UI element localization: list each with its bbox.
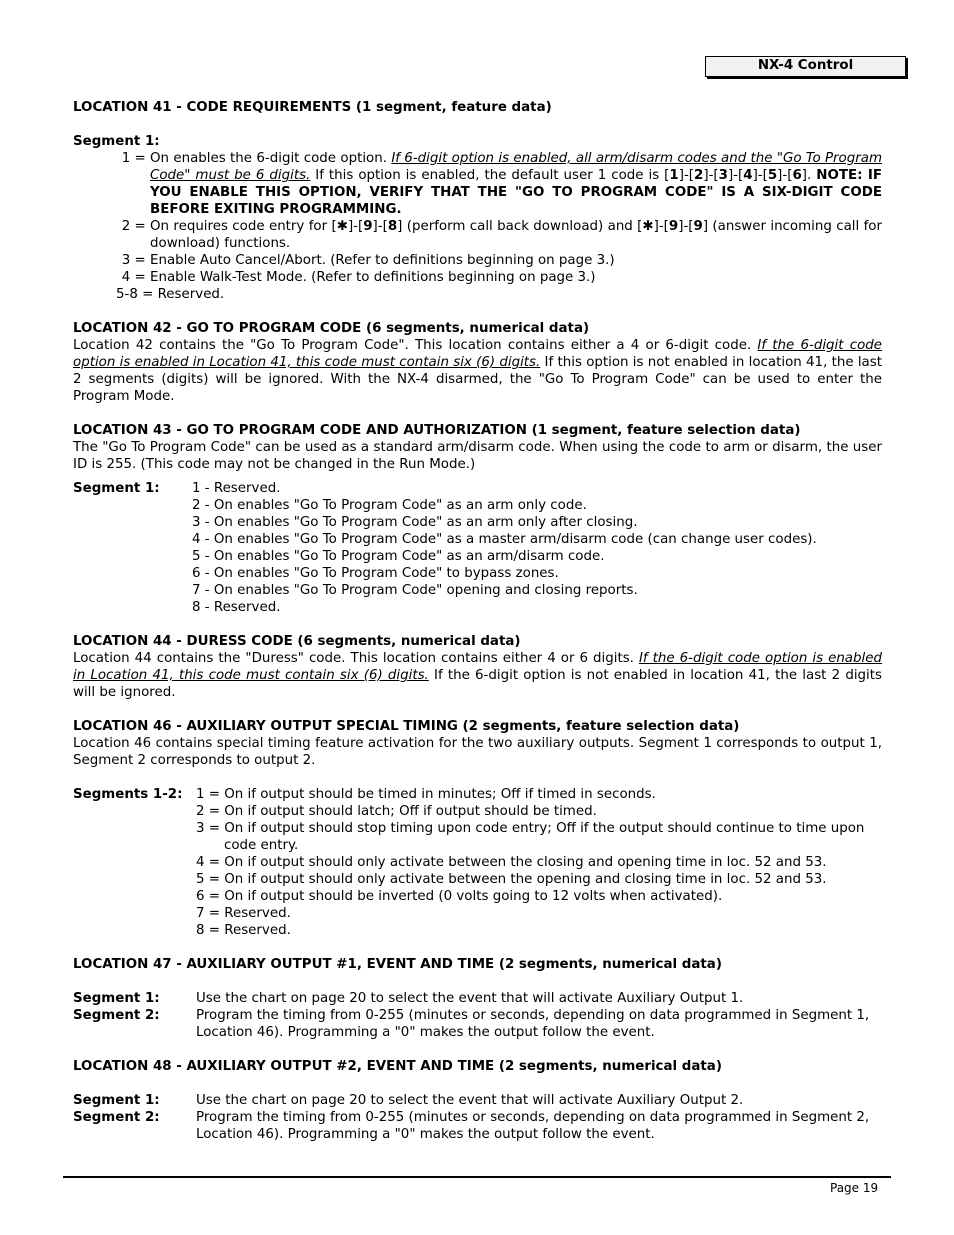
- loc48-segment-1: [73, 1092, 882, 1109]
- header-title: NX-4 Control: [757, 58, 854, 73]
- loc48-heading: LOCATION 48 - AUXILIARY OUTPUT #2, EVENT AND TIME (2 segments, numerical data): [73, 1059, 722, 1074]
- sep: ]-[: [678, 168, 695, 183]
- loc43-segment: [73, 480, 882, 616]
- loc41-item-1: [73, 150, 882, 218]
- sep: ]-[: [653, 219, 669, 234]
- page-number: Page 19: [830, 1181, 879, 1195]
- digit-2: 2: [694, 168, 704, 183]
- loc41-item-1-num: 1 =: [121, 151, 150, 166]
- loc48-segment-2-text: Program the timing from 0-255 (minutes or seconds, depending on data programmed in Segment 2, Location 46). Programming a "0" makes the output follow the event.: [196, 1110, 870, 1142]
- header-title-box: [705, 56, 906, 77]
- digit-3: 3: [718, 168, 728, 183]
- loc43-paragraph: The "Go To Program Code" can be used as a standard arm/disarm code. When using the code to arm or disarm, the user ID is 255. (This code may not be changed in the Run Mode.): [73, 440, 882, 472]
- emphasis: If the 6-digit code option is enabled in Location 41, this code must contain six (6) digits.: [73, 338, 883, 370]
- loc41-item-2-num: 2 =: [121, 219, 150, 234]
- loc46-segment: [73, 786, 882, 939]
- loc46-heading: LOCATION 46 - AUXILIARY OUTPUT SPECIAL TIMING (2 segments, feature selection data): [73, 719, 740, 734]
- loc41-item-5-8: 5-8 = Reserved.: [116, 287, 225, 302]
- loc44-heading: LOCATION 44 - DURESS CODE (6 segments, numerical data): [73, 634, 521, 649]
- loc41-item-3-num: 3 =: [121, 253, 150, 268]
- loc47-segment-2-label: Segment 2:: [73, 1008, 160, 1023]
- sep: ]-[: [678, 219, 694, 234]
- loc41-heading: LOCATION 41 - CODE REQUIREMENTS (1 segment, feature data): [73, 100, 552, 115]
- loc43-segment-item: 3 - On enables "Go To Program Code" as an arm only after closing.: [192, 515, 638, 530]
- sep: ]-[: [777, 168, 793, 183]
- loc41-item-4-text: Enable Walk-Test Mode. (Refer to definitions beginning on page 3.): [150, 270, 596, 285]
- sep: ]-[: [703, 168, 719, 183]
- digit-6: 6: [792, 168, 802, 183]
- loc48-segment-1-label: Segment 1:: [73, 1093, 160, 1108]
- footer-divider: [63, 1176, 891, 1178]
- loc43-items: [192, 480, 882, 616]
- text: ] (perform call back download) and [: [397, 219, 643, 234]
- digit-9: 9: [693, 219, 703, 234]
- loc47-segment-2-text: Program the timing from 0-255 (minutes or seconds, depending on data programmed in Segment 1, Location 46). Programming a "0" makes the output follow the event.: [196, 1008, 870, 1040]
- loc47-segment-1-label: Segment 1:: [73, 991, 160, 1006]
- digit-9: 9: [363, 219, 373, 234]
- loc46-segment-item: 2 = On if output should latch; Off if output should be timed.: [196, 804, 597, 819]
- loc46-segment-item: 1 = On if output should be timed in minutes; Off if timed in seconds.: [196, 787, 656, 802]
- loc46-paragraph: Location 46 contains special timing feature activation for the two auxiliary outputs. Segment 1 corresponds to output 1, Segment 2 corresponds to output 2.: [73, 736, 882, 768]
- loc48-segment-2-label: Segment 2:: [73, 1110, 160, 1125]
- loc46-segment-item: 7 = Reserved.: [196, 906, 291, 921]
- sep: ]-[: [347, 219, 364, 234]
- loc46-segment-item: 8 = Reserved.: [196, 923, 291, 938]
- loc41-item-1-text-b: If this option is enabled, the default user 1 code is [: [310, 168, 670, 183]
- loc43-segment-item: 1 - Reserved.: [192, 481, 281, 496]
- loc46-segment-item: 4 = On if output should only activate between the closing and opening time in loc. 52 and 53.: [196, 855, 827, 870]
- sep: ]-[: [752, 168, 768, 183]
- loc46-segment-item: 5 = On if output should only activate between the opening and closing time in loc. 52 and 53.: [196, 872, 827, 887]
- digit-4: 4: [743, 168, 753, 183]
- sep: ]-[: [727, 168, 744, 183]
- loc42-heading: LOCATION 42 - GO TO PROGRAM CODE (6 segments, numerical data): [73, 321, 590, 336]
- text: On requires code entry for [: [150, 219, 337, 234]
- loc41-item-4-num: 4 =: [121, 270, 150, 285]
- loc41-note: NOTE: IF YOU ENABLE THIS OPTION, VERIFY THAT THE "GO TO PROGRAM CODE" IS A SIX-DIGIT CODE BEFORE EXITING PROGRAMMING.: [150, 168, 882, 217]
- loc46-items: [196, 786, 882, 939]
- loc41-item-2: [73, 218, 882, 252]
- star-key-icon: ✱: [642, 219, 654, 234]
- loc48-segment-1-text: Use the chart on page 20 to select the event that will activate Auxiliary Output 2.: [196, 1093, 744, 1108]
- loc41-item-3-text: Enable Auto Cancel/Abort. (Refer to definitions beginning on page 3.): [150, 253, 615, 268]
- loc43-segment-item: 5 - On enables "Go To Program Code" as an arm/disarm code.: [192, 549, 605, 564]
- loc43-segment-item: 4 - On enables "Go To Program Code" as a master arm/disarm code (can change user codes).: [192, 532, 817, 547]
- loc46-segment-label: Segments 1-2:: [73, 787, 183, 802]
- loc43-segment-item: 2 - On enables "Go To Program Code" as an arm only code.: [192, 498, 587, 513]
- loc42-paragraph: [73, 337, 882, 405]
- loc41-item-4: [73, 269, 882, 286]
- digit-1: 1: [669, 168, 679, 183]
- loc41-item-1-text: On enables the 6-digit code option.: [150, 151, 392, 166]
- loc46-segment-item: 6 = On if output should be inverted (0 volts going to 12 volts when activated).: [196, 889, 723, 904]
- loc43-segment-label: Segment 1:: [73, 481, 160, 496]
- text: Location 42 contains the "Go To Program Code". This location contains either a 4 or 6-digit code.: [73, 338, 758, 353]
- text: If the 6-digit option is not enabled in location 41, the last 2 digits will be ignored.: [73, 668, 882, 700]
- loc47-segment-1-text: Use the chart on page 20 to select the event that will activate Auxiliary Output 1.: [196, 991, 744, 1006]
- text: ] (answer incoming call for download) functions.: [150, 219, 882, 251]
- loc48-segment-2: [73, 1109, 882, 1143]
- text: Location 44 contains the "Duress" code. This location contains either 4 or 6 digits.: [73, 651, 639, 666]
- star-key-icon: ✱: [336, 219, 348, 234]
- loc47-heading: LOCATION 47 - AUXILIARY OUTPUT #1, EVENT AND TIME (2 segments, numerical data): [73, 957, 722, 972]
- loc43-segment-item: 7 - On enables "Go To Program Code" opening and closing reports.: [192, 583, 638, 598]
- loc41-item-1-emphasis: If 6-digit option is enabled, all arm/disarm codes and the "Go To Program Code" must be 6 digits.: [150, 151, 882, 183]
- page-content: [73, 99, 882, 1143]
- loc43-segment-item: 8 - Reserved.: [192, 600, 281, 615]
- sep: ].: [801, 168, 817, 183]
- sep: ]-[: [372, 219, 388, 234]
- digit-8: 8: [387, 219, 398, 234]
- text: If this option is not enabled in location 41, the last 2 segments (digits) will be ignored. With the NX-4 disarmed, the "Go To Program Code" can be used to enter the Program Mode.: [73, 355, 882, 404]
- loc41-segment-label: Segment 1:: [73, 134, 160, 149]
- loc46-segment-item: 3 = On if output should stop timing upon code entry; Off if the output should continue to time upon code entry.: [196, 821, 865, 853]
- loc47-segment-1: [73, 990, 882, 1007]
- digit-9: 9: [668, 219, 679, 234]
- loc47-segment-2: [73, 1007, 882, 1041]
- loc41-item-3: [73, 252, 882, 269]
- loc43-heading: LOCATION 43 - GO TO PROGRAM CODE AND AUTHORIZATION (1 segment, feature selection data): [73, 423, 801, 438]
- loc44-paragraph: [73, 650, 882, 701]
- digit-5: 5: [767, 168, 778, 183]
- loc43-segment-item: 6 - On enables "Go To Program Code" to bypass zones.: [192, 566, 559, 581]
- emphasis: If the 6-digit code option is enabled in Location 41, this code must contain six (6) digits.: [73, 651, 882, 683]
